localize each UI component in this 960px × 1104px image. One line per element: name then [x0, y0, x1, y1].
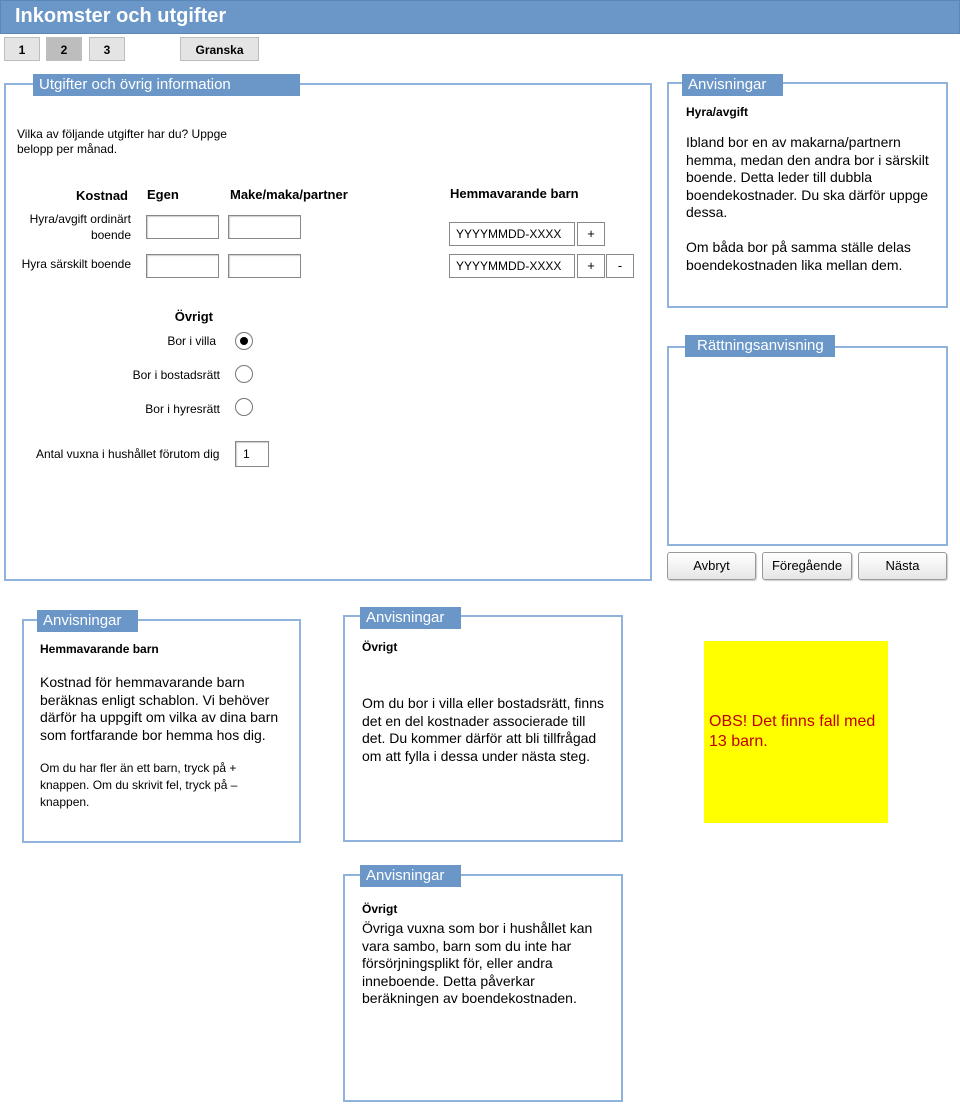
radio-villa[interactable]: [235, 332, 253, 350]
cancel-button[interactable]: Avbryt: [667, 552, 756, 580]
make-sarskilt-input[interactable]: [228, 254, 301, 278]
note-barn-subtitle: Hemmavarande barn: [40, 642, 159, 656]
adults-input[interactable]: 1: [235, 441, 269, 467]
main-panel-title: Utgifter och övrig information: [33, 74, 300, 96]
barn-date-input-1[interactable]: YYYYMMDD-XXXX: [449, 222, 575, 246]
remove-child-button[interactable]: -: [606, 254, 634, 278]
row-label-sarskilt: Hyra särskilt boende: [21, 257, 131, 271]
note-vuxna-para1: Övriga vuxna som bor i hushållet kan vara sambo, barn som du inte har försörjningsplikt för, eller andra inneboende. Detta påverkar beräkningen av boendekostnaden.: [362, 920, 593, 1006]
tab-2[interactable]: 2: [46, 37, 82, 61]
tab-3[interactable]: 3: [89, 37, 125, 61]
anvisningar-top-title: Anvisningar: [682, 74, 783, 96]
note-ovrigt-para1: Om du bor i villa eller bostadsrätt, finns det en del kostnader associerade till det. Du kommer därför att bli tillfrågad om att fylla i dessa under nästa steg.: [362, 695, 604, 764]
adults-label: Antal vuxna i hushållet förutom dig: [36, 447, 220, 461]
row-label-ordinart: Hyra/avgift ordinärt boende: [29, 212, 131, 242]
add-child-button-1[interactable]: +: [577, 222, 605, 246]
header-egen: Egen: [147, 187, 179, 202]
radio-bostadsratt[interactable]: [235, 365, 253, 383]
note-vuxna-title: Anvisningar: [360, 865, 461, 887]
header-kostnad: Kostnad: [76, 188, 128, 203]
obs-sticky-note: [704, 641, 888, 823]
note-barn-para2: Om du har fler än ett barn, tryck på + knappen. Om du skrivit fel, tryck på – knappen.: [40, 761, 238, 809]
barn-date-input-2[interactable]: YYYYMMDD-XXXX: [449, 254, 575, 278]
question-text: Vilka av följande utgifter har du? Uppge belopp per månad.: [17, 127, 227, 156]
app-title: Inkomster och utgifter: [15, 5, 227, 27]
option-villa-label: Bor i villa: [167, 334, 216, 348]
egen-ordinart-input[interactable]: [146, 215, 219, 239]
note-ovrigt-subtitle: Övrigt: [362, 640, 398, 654]
radio-hyresratt[interactable]: [235, 398, 253, 416]
note-barn-para1: Kostnad för hemmavarande barn beräknas enligt schablon. Vi behöver därför ha uppgift om vilka av dina barn som fortfarande bor hemma hos dig.: [40, 674, 279, 743]
next-button[interactable]: Nästa: [858, 552, 947, 580]
note-ovrigt-title: Anvisningar: [360, 607, 461, 629]
add-child-button-2[interactable]: +: [577, 254, 605, 278]
egen-sarskilt-input[interactable]: [146, 254, 219, 278]
ovrigt-heading: Övrigt: [174, 309, 213, 324]
option-hyresratt-label: Bor i hyresrätt: [145, 402, 220, 416]
main-panel: [4, 83, 652, 581]
previous-button[interactable]: Föregående: [762, 552, 852, 580]
header-barn: Hemmavarande barn: [450, 186, 579, 201]
make-ordinart-input[interactable]: [228, 215, 301, 239]
rattning-panel: [667, 346, 948, 546]
anvisningar-top-para2: Om båda bor på samma ställe delas boendekostnaden lika mellan dem.: [686, 239, 911, 273]
note-barn-title: Anvisningar: [37, 610, 138, 632]
header-make: Make/maka/partner: [230, 187, 348, 202]
tab-1[interactable]: 1: [4, 37, 40, 61]
radio-selected-dot: [240, 337, 248, 345]
note-vuxna-subtitle: Övrigt: [362, 902, 398, 916]
tab-granska[interactable]: Granska: [180, 37, 259, 61]
rattning-title: Rättningsanvisning: [685, 335, 835, 357]
title-bar: [0, 0, 960, 34]
option-bostadsratt-label: Bor i bostadsrätt: [132, 368, 220, 382]
anvisningar-top-subtitle: Hyra/avgift: [686, 105, 749, 119]
obs-text: OBS! Det finns fall med 13 barn.: [709, 713, 876, 750]
anvisningar-top-para1: Ibland bor en av makarna/partnern hemma, medan den andra bor i särskilt boende. Detta leder till dubbla boendekostnader. Du ska därför uppge dessa.: [686, 134, 929, 220]
